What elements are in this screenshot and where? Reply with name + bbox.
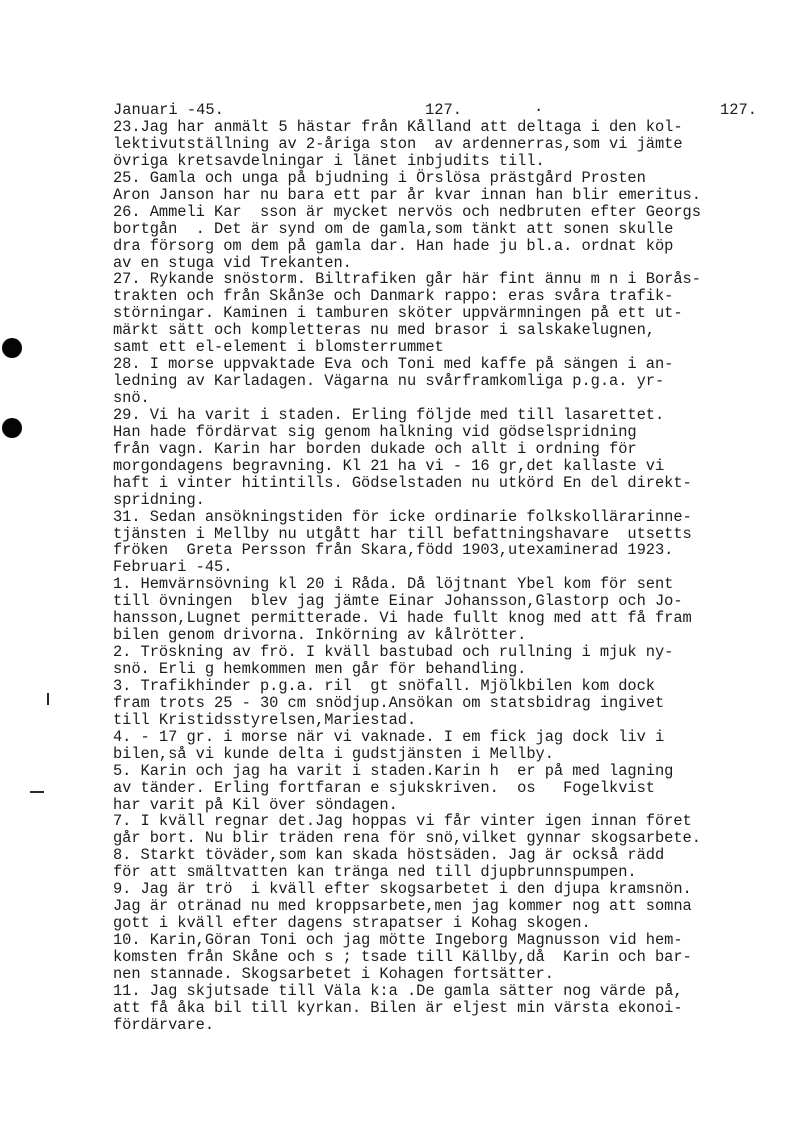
- text-line: för att smältvatten kan tränga ned till djupbrunnspumpen.: [113, 863, 637, 882]
- page-number-center: 127.: [425, 101, 462, 119]
- margin-tick-mark: [47, 693, 49, 705]
- text-line: morgondagens begravning. Kl 21 ha vi - 16 gr,det kallaste vi: [113, 456, 665, 475]
- text-line: 2. Tröskning av frö. I kväll bastubad och rullning i mjuk ny-: [113, 643, 674, 662]
- header-month: Januari -45.: [113, 101, 224, 119]
- text-line: snö.: [113, 389, 150, 407]
- text-line: 31. Sedan ansökningstiden för icke ordinarie folkskollärarinne-: [113, 507, 692, 526]
- text-line: märkt sätt och kompletteras nu med brasor i salskakelugnen,: [113, 321, 655, 340]
- text-line: ledning av Karladagen. Vägarna nu svårframkomliga p.g.a. yr-: [113, 372, 665, 391]
- text-line: har varit på Kil över söndagen.: [113, 795, 398, 814]
- text-line: 8. Starkt töväder,som kan skada höstsäden. Jag är också rädd: [113, 846, 665, 865]
- text-line: av tänder. Erling fortfaran e sjukskriven. os Fogelkvist: [113, 778, 655, 797]
- text-line: 9. Jag är trö i kväll efter skogsarbetet i den djupa kramsnön.: [113, 880, 692, 899]
- text-line: 23.Jag har anmält 5 hästar från Kålland att deltaga i den kol-: [113, 118, 683, 136]
- text-line: går bort. Nu blir träden rena för snö,vilket gynnar skogsarbete.: [113, 829, 701, 848]
- text-line: spridning.: [113, 490, 205, 509]
- text-line: av en stuga vid Trekanten.: [113, 253, 352, 272]
- punch-hole-top: [2, 338, 22, 358]
- text-line: samt ett el-element i blomsterrummet: [113, 338, 444, 357]
- text-line: lektivutställning av 2-åriga ston av ardennerras,som vi jämte: [113, 134, 683, 153]
- text-line: trakten och från Skån3e och Danmark rappo: eras svåra trafik-: [113, 287, 674, 306]
- text-line: gott i kväll efter dagens strapatser i Kohag skogen.: [113, 914, 591, 933]
- text-line: fröken Greta Persson från Skara,född 1903,utexaminerad 1923.: [113, 541, 674, 560]
- text-line: nen stannade. Skogsarbetet i Kohagen fortsätter.: [113, 964, 554, 983]
- text-line: bortgån . Det är synd om de gamla,som tänkt att sonen skulle: [113, 219, 674, 238]
- text-line: fram trots 25 - 30 cm snödjup.Ansökan om statsbidrag ingivet: [113, 693, 665, 712]
- text-line: att få åka bil till kyrkan. Bilen är eljest min värsta ekonoi-: [113, 998, 683, 1017]
- punch-hole-bottom: [2, 418, 22, 438]
- text-line: bilen,så vi kunde delta i gudstjänsten i Mellby.: [113, 744, 554, 763]
- text-line: 25. Gamla och unga på bjudning i Örslösa prästgård Prosten: [113, 168, 646, 187]
- text-line: 26. Ammeli Kar sson är mycket nervös och nedbruten efter Georgs: [113, 202, 701, 221]
- text-line: Februari -45.: [113, 558, 233, 577]
- text-line: 10. Karin,Göran Toni och jag mötte Ingeborg Magnusson vid hem-: [113, 931, 683, 949]
- text-line: till Kristidsstyrelsen,Mariestad.: [113, 710, 417, 729]
- text-line: fördärvare.: [113, 1015, 215, 1034]
- text-line: Han hade fördärvat sig genom halkning vid gödselspridning: [113, 422, 637, 441]
- header-separator: ·: [534, 101, 544, 119]
- text-line: till övningen blev jag jämte Einar Johansson,Glastorp och Jo-: [113, 592, 683, 611]
- text-line: störningar. Kaminen i tamburen sköter uppvärmningen på ett ut-: [113, 304, 683, 323]
- text-line: från vagn. Karin har borden dukade och allt i ordning för: [113, 439, 637, 458]
- text-line: övriga kretsavdelningar i länet inbjudits till.: [113, 151, 545, 170]
- text-line: 1. Hemvärnsövning kl 20 i Råda. Då löjtnant Ybel kom för sent: [113, 575, 674, 594]
- text-line: snö. Erli g hemkommen men går för behandling.: [113, 660, 527, 678]
- text-line: Jag är otränad nu med kroppsarbete,men jag kommer nog att somna: [113, 897, 692, 916]
- text-line: hansson,Lugnet permitterade. Vi hade fullt knog med att få fram: [113, 609, 692, 628]
- text-line: komsten från Skåne och s ; tsade till Källby,då Karin och bar-: [113, 947, 692, 966]
- text-line: 3. Trafikhinder p.g.a. ril gt snöfall. Mjölkbilen kom dock: [113, 676, 655, 695]
- text-line: 4. - 17 gr. i morse när vi vaknade. I em fick jag dock liv i: [113, 727, 665, 746]
- text-line: 27. Rykande snöstorm. Biltrafiken går här fint ännu m n i Borås-: [113, 270, 701, 289]
- text-line: tjänsten i Mellby nu utgått har till befattningshavare utsetts: [113, 524, 692, 543]
- text-line: haft i vinter hitintills. Gödselstaden nu utkörd En del direkt-: [113, 473, 692, 492]
- page-number-right: 127.: [720, 101, 757, 119]
- text-line: 28. I morse uppvaktade Eva och Toni med kaffe på sängen i an-: [113, 355, 674, 374]
- text-line: 5. Karin och jag ha varit i staden.Karin h er på med lagning: [113, 761, 674, 780]
- margin-dash-mark: [30, 791, 44, 793]
- text-line: 11. Jag skjutsade till Väla k:a .De gamla sätter nog värde på,: [113, 981, 683, 1000]
- text-line: Aron Janson har nu bara ett par år kvar innan han blir emeritus.: [113, 185, 701, 204]
- diary-text: [113, 119, 763, 1034]
- text-line: dra försorg om dem på gamla dar. Han hade ju bl.a. ordnat köp: [113, 236, 674, 255]
- text-line: 29. Vi ha varit i staden. Erling följde med till lasarettet.: [113, 405, 665, 424]
- text-line: bilen genom drivorna. Inkörning av kålrötter.: [113, 626, 527, 645]
- text-line: 7. I kväll regnar det.Jag hoppas vi får vinter igen innan föret: [113, 812, 692, 831]
